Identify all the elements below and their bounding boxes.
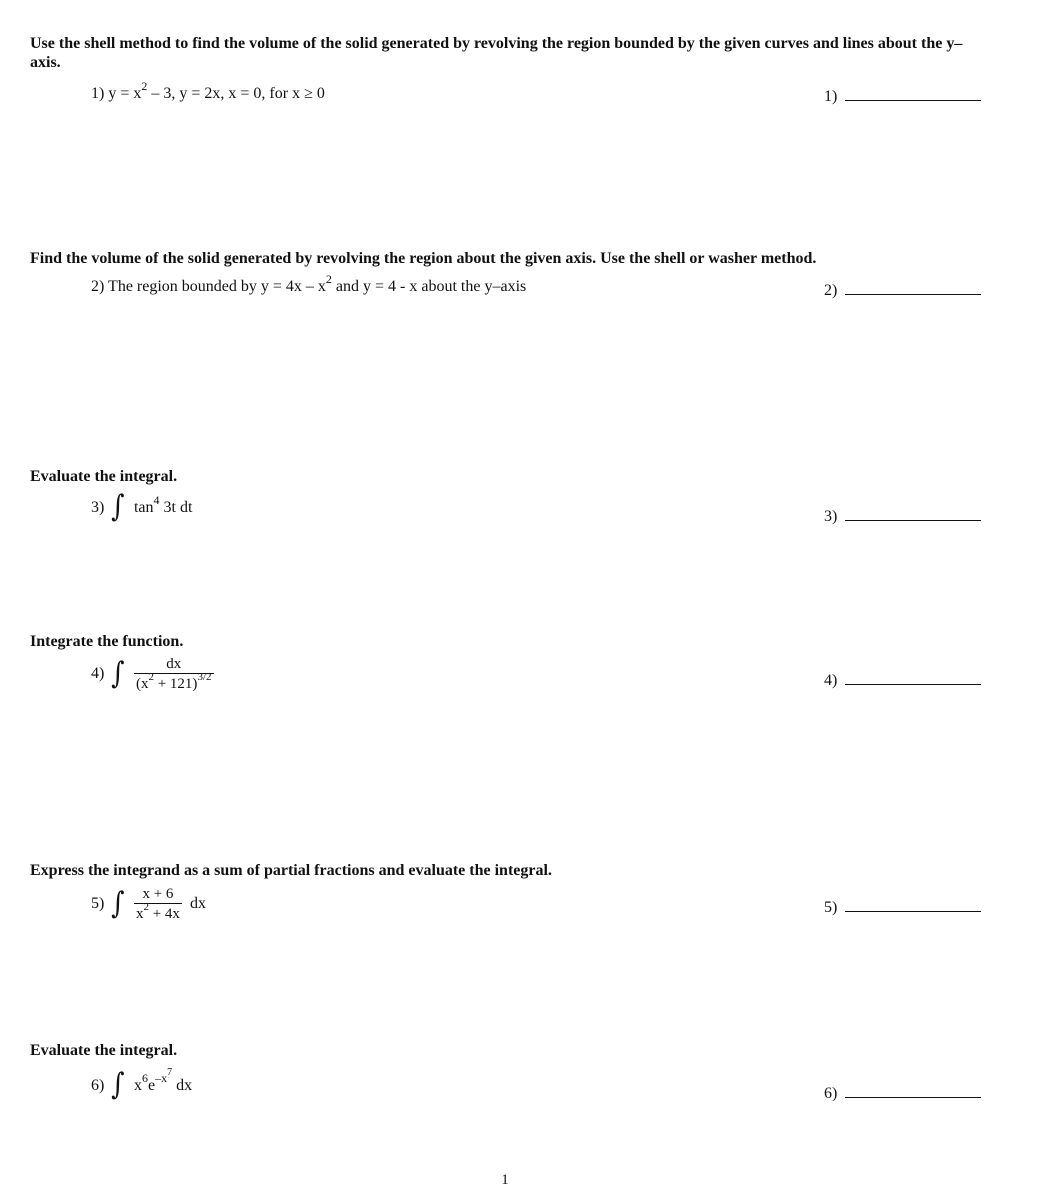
problem-text: $\tan^4 3t$ dt (133, 492, 193, 516)
differential: dx (189, 895, 206, 913)
problem-number: 5) (91, 895, 105, 913)
problem-4 (91, 655, 214, 694)
denominator: $(x^2 + 121)^{3/2}$ (135, 671, 212, 692)
problem-text: $y = x^2 - 3$, y = 2x, x = 0, for x ≥ 0 (108, 78, 325, 102)
problem-6 (91, 1066, 193, 1103)
answer-line[interactable] (845, 895, 981, 912)
problem-number: 2) (91, 278, 105, 295)
answer-line[interactable] (845, 668, 981, 685)
answer-blank-5[interactable]: 5) (824, 895, 981, 917)
problem-text: $x^6e^{-x^7}$ dx (133, 1066, 193, 1094)
denominator: $x^2 + 4x$ (135, 901, 180, 922)
problem-number: 4) (91, 665, 105, 683)
problem-number: 3) (91, 499, 105, 516)
problem-2 (91, 271, 527, 297)
problem-3 (91, 489, 193, 525)
integral-sign: ∫ (111, 655, 125, 691)
page-number: 1 (501, 1172, 509, 1188)
instruction-6: Evaluate the integral. (30, 1042, 178, 1059)
numerator: dx (134, 655, 214, 674)
problem-1 (91, 78, 325, 104)
integral-sign: ∫ (111, 1067, 125, 1103)
instruction-1: Use the shell method to find the volume of the solid generated by revolving the region bounded by the given curves and lines about the y–axis. (30, 35, 963, 71)
integral-sign: ∫ (111, 885, 125, 921)
answer-blank-2[interactable]: 2) (824, 278, 981, 300)
numerator: x + 6 (134, 885, 182, 904)
problem-text: The region bounded by $y = 4x - x^2$ and y = 4 - x about the y–axis (108, 271, 527, 295)
answer-line[interactable] (845, 504, 981, 521)
instruction-3: Evaluate the integral. (30, 468, 178, 485)
fraction (134, 885, 182, 924)
instruction-4: Integrate the function. (30, 633, 184, 650)
answer-blank-4[interactable]: 4) (824, 668, 981, 690)
answer-line[interactable] (845, 278, 981, 295)
answer-blank-3[interactable]: 3) (824, 504, 981, 526)
fraction (134, 655, 214, 694)
problem-number: 1) (91, 85, 105, 102)
answer-line[interactable] (845, 84, 981, 101)
answer-line[interactable] (845, 1081, 981, 1098)
integral-sign: ∫ (111, 489, 125, 525)
answer-blank-1[interactable]: 1) (824, 84, 981, 106)
answer-blank-6[interactable]: 6) (824, 1081, 981, 1103)
problem-5 (91, 885, 206, 924)
problem-number: 6) (91, 1077, 105, 1094)
instruction-5: Express the integrand as a sum of partial fractions and evaluate the integral. (30, 862, 552, 879)
instruction-2: Find the volume of the solid generated by revolving the region about the given axis. Use the shell or washer method. (30, 250, 817, 267)
